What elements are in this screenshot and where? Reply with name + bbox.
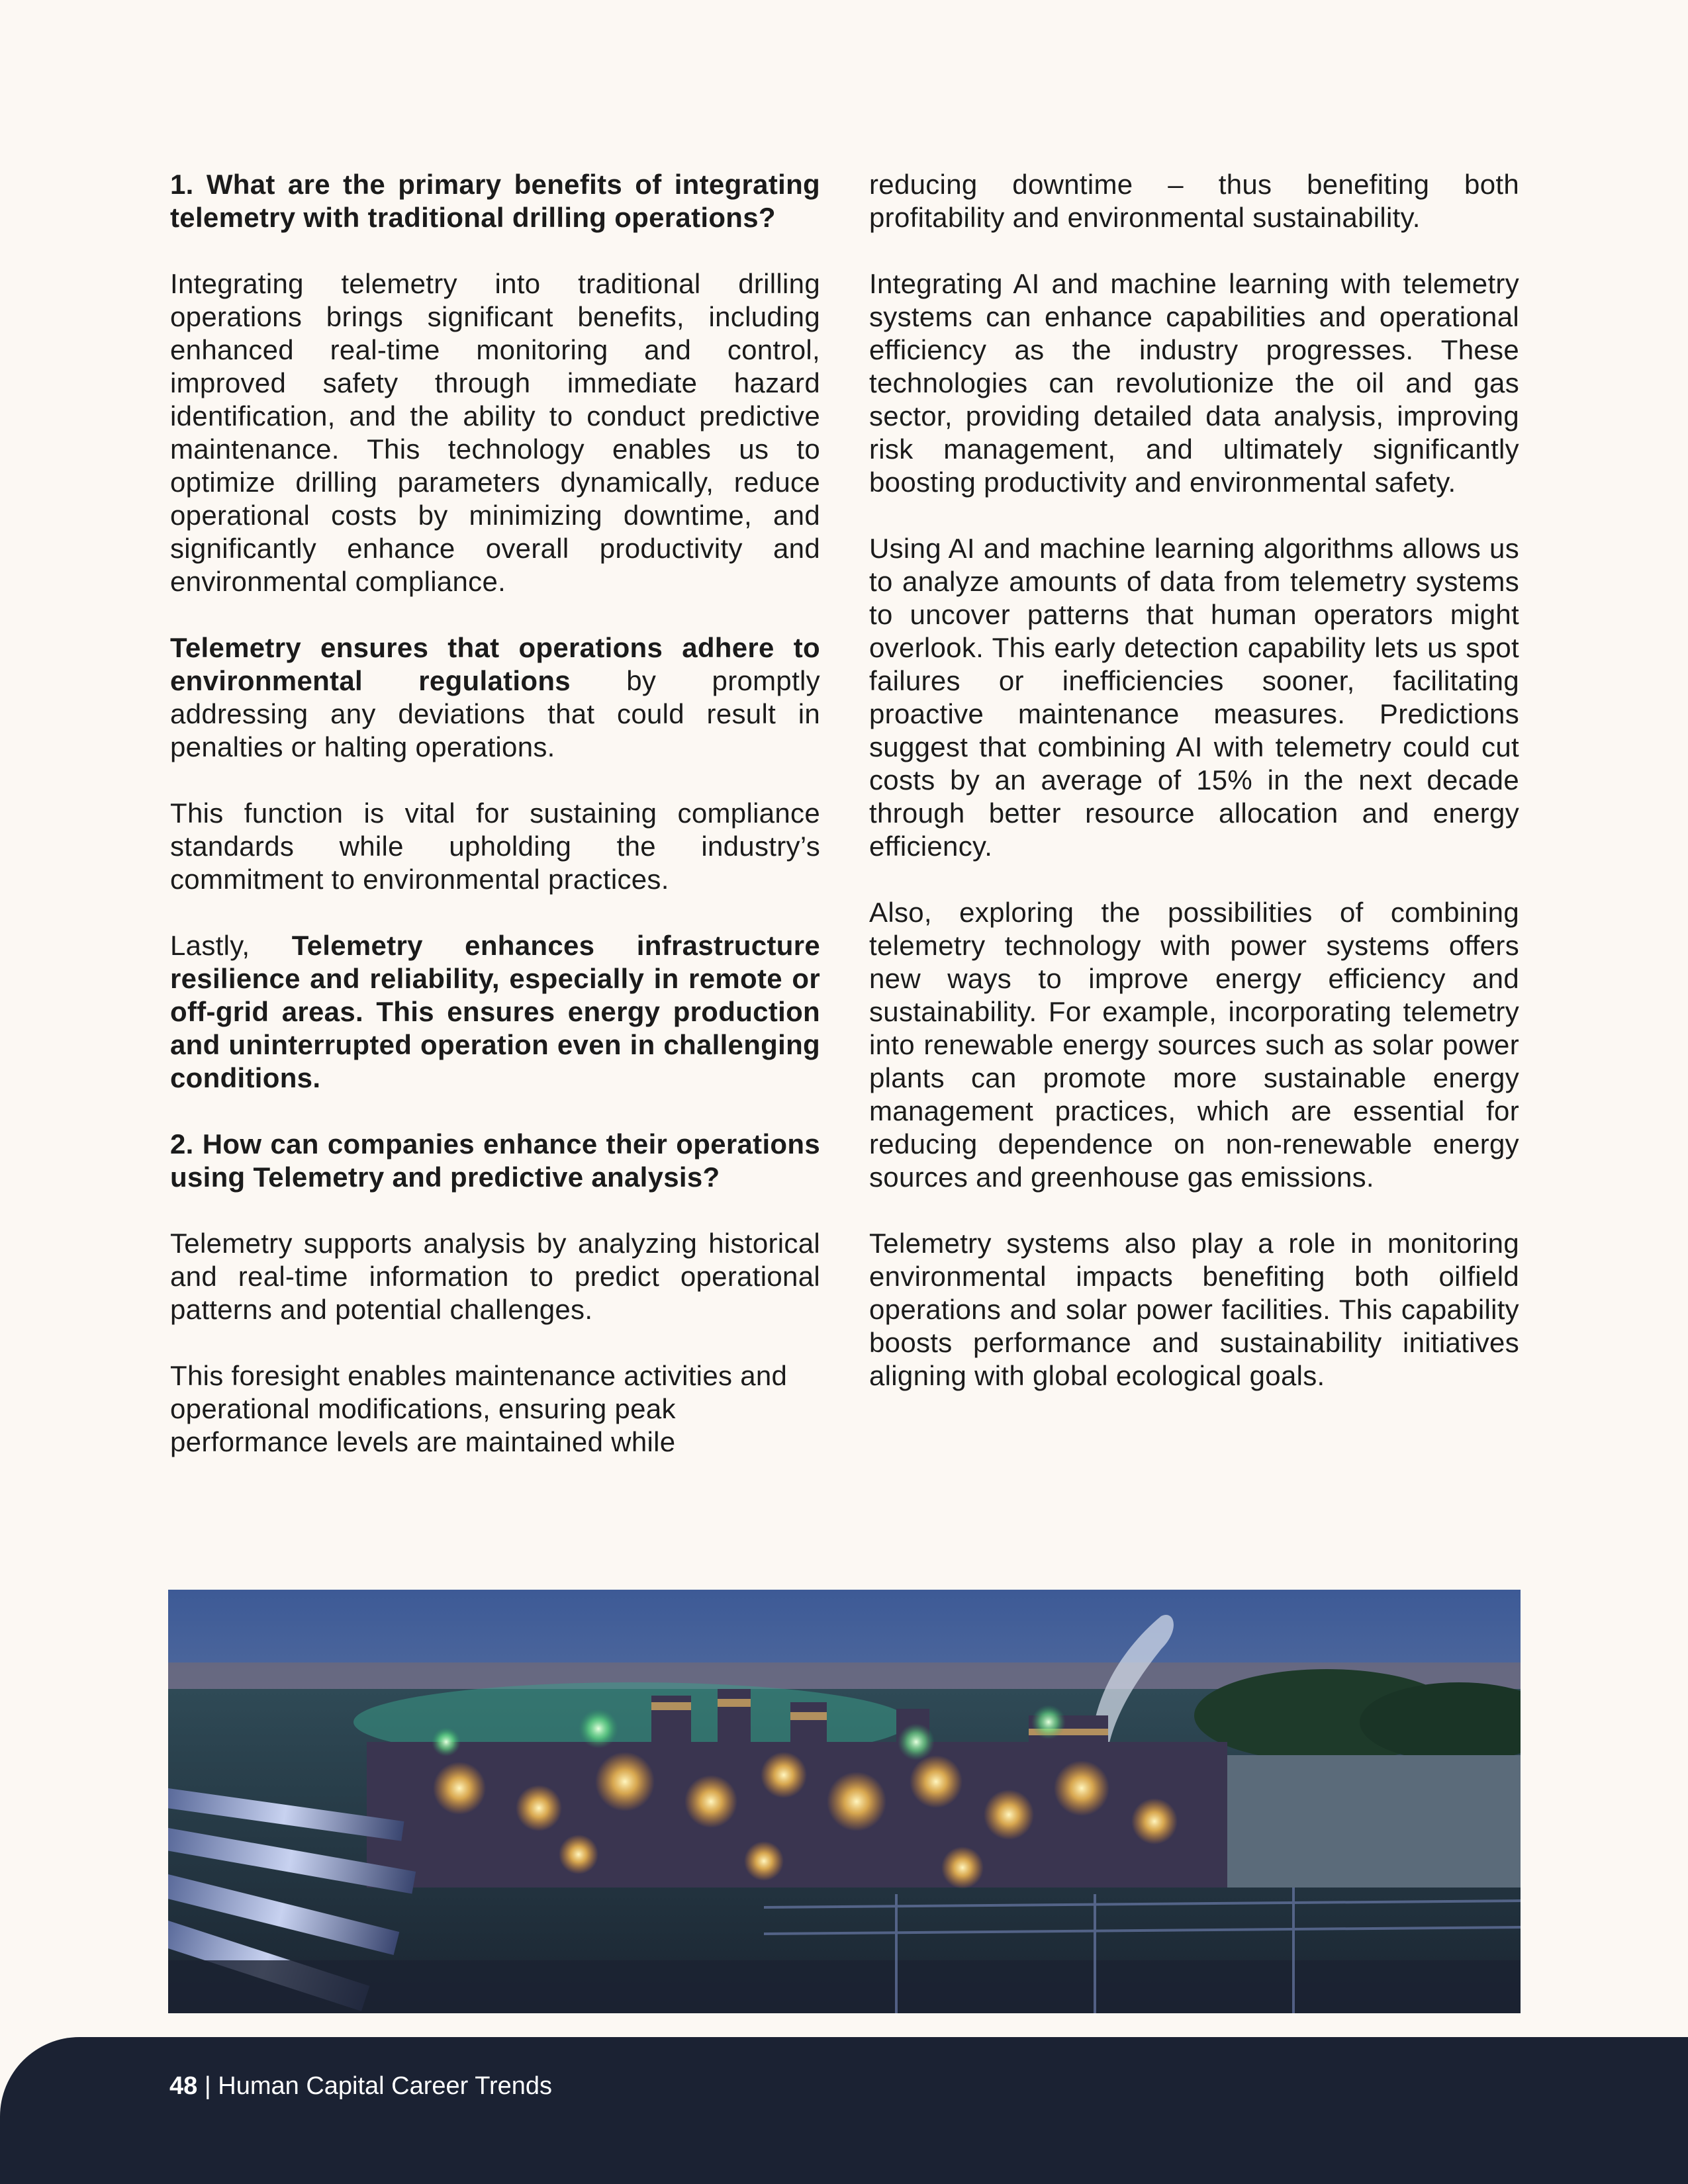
footer-separator: | bbox=[197, 2072, 218, 2100]
paragraph: Integrating telemetry into traditional drilling operations brings significant benefits, including enhanced real-time monitoring and control, improved safety through immediate hazard identification, and the ability to conduct predictive maintenance. This technology enables us to optimize drilling parameters dynamically, reduce operational costs by minimizing downtime, and significantly enhance overall productivity and environmental compliance. bbox=[170, 268, 820, 597]
footer-bar bbox=[0, 2037, 1688, 2184]
paragraph: Integrating AI and machine learning with telemetry systems can enhance capabilities and operational efficiency as the industry progresses. These technologies can revolutionize the oil and gas sector, providing detailed data analysis, improving risk management, and ultimately significantly boosting productivity and environmental safety. bbox=[869, 268, 1519, 498]
paragraph: Also, exploring the possibilities of combining telemetry technology with power systems offers new ways to improve energy efficiency and sustainability. For example, incorporating telemetry into renewable energy sources such as solar power plants can promote more sustainable energy management practices, which are essential for reducing dependence on non-renewable energy sources and greenhouse gas emissions. bbox=[869, 897, 1519, 1193]
footer-caption bbox=[169, 2070, 552, 2102]
refinery-night-illustration bbox=[168, 1590, 1521, 2013]
paragraph bbox=[170, 929, 820, 1095]
paragraph: This foresight enables maintenance activities and operational modifications, ensuring peak performance levels are maintained while bbox=[170, 1360, 788, 1457]
question-2-heading: 2. How can companies enhance their operations using Telemetry and predictive analysis? bbox=[170, 1128, 820, 1193]
paragraph-lead: Lastly, bbox=[170, 930, 292, 961]
paragraph: Using AI and machine learning algorithms allows us to analyze amounts of data from telemetry systems to uncover patterns that human operators might overlook. This early detection capability lets us spot failures or inefficiencies sooner, facilitating proactive maintenance measures. Predictions suggest that combining AI with telemetry could cut costs by an average of 15% in the next decade through better resource allocation and energy efficiency. bbox=[869, 533, 1519, 862]
page-number: 48 bbox=[169, 2072, 198, 2100]
question-1-heading: 1. What are the primary benefits of integrating telemetry with traditional drilling operations? bbox=[170, 169, 820, 233]
paragraph: reducing downtime – thus benefiting both profitability and environmental sustainability. bbox=[869, 169, 1519, 233]
bold-statement: Telemetry enhances infrastructure resilience and reliability, especially in remote or off-grid areas. This ensures energy production and uninterrupted operation even in challenging conditions. bbox=[170, 930, 820, 1093]
refinery-photo bbox=[168, 1590, 1521, 2013]
left-column bbox=[170, 168, 820, 1459]
paragraph: Telemetry supports analysis by analyzing historical and real-time information to predict operational patterns and potential challenges. bbox=[170, 1228, 820, 1325]
paragraph bbox=[170, 631, 820, 764]
right-column bbox=[869, 168, 1519, 1392]
paragraph: This function is vital for sustaining compliance standards while upholding the industry’s commitment to environmental practices. bbox=[170, 797, 820, 895]
paragraph: Telemetry systems also play a role in monitoring environmental impacts benefiting both oilfield operations and solar power facilities. This capability boosts performance and sustainability initiatives aligning with global ecological goals. bbox=[869, 1228, 1519, 1391]
paragraph-rest: by promptly addressing any deviations that could result in penalties or halting operations. bbox=[170, 665, 820, 762]
publication-title: Human Capital Career Trends bbox=[218, 2072, 553, 2100]
bold-lead: Telemetry ensures that operations adhere to environmental regulations bbox=[170, 632, 820, 696]
